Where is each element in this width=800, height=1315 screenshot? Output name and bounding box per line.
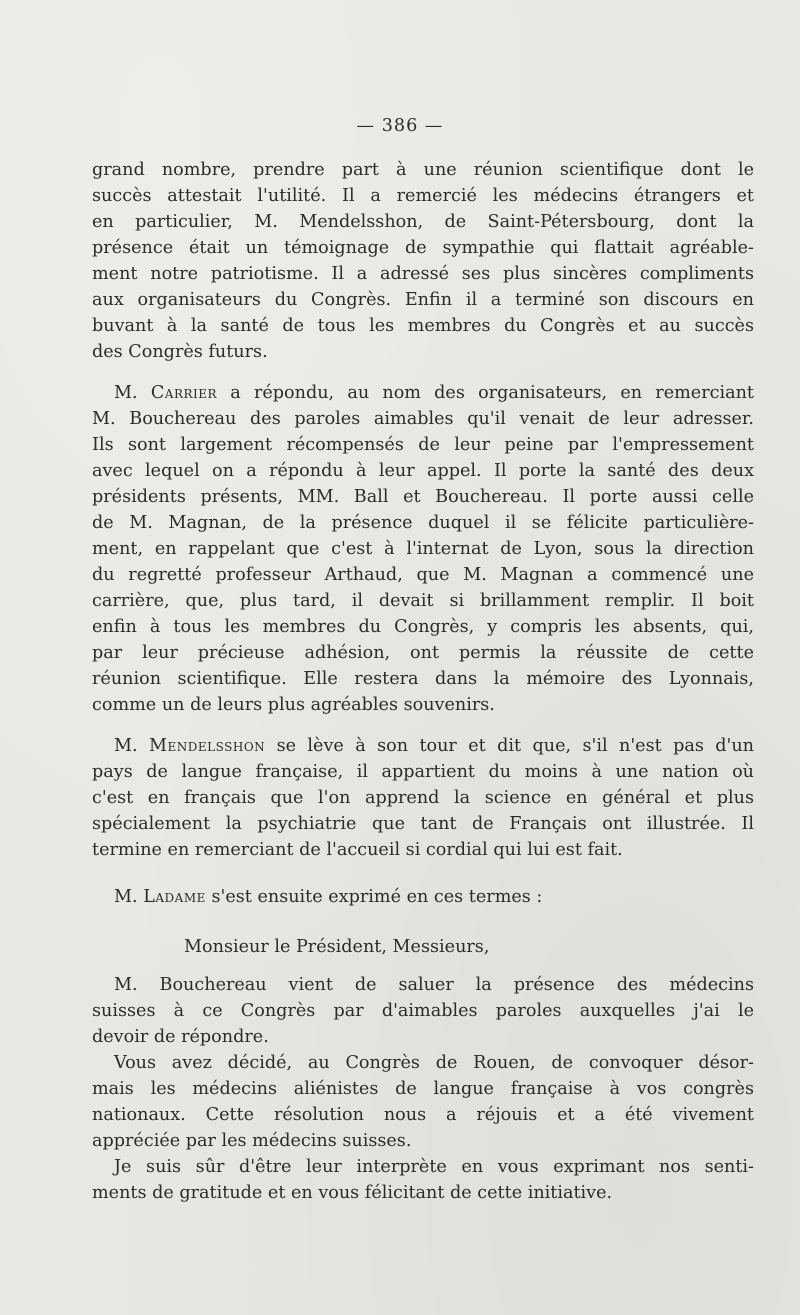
text-line: ments de gratitude et en vous félicitant de cette initiative. xyxy=(92,1183,613,1203)
text-span: se lève à son tour et dit que, s'il n'est pas d'un xyxy=(265,736,755,756)
text-line: aux organisateurs du Congrès. Enfin il a terminé son discours en xyxy=(92,290,754,310)
text-line: avec lequel on a répondu à leur appel. Il porte la santé des deux xyxy=(92,461,754,481)
text-line xyxy=(114,733,754,759)
text-line: Ils sont largement récompensés de leur peine par l'empressement xyxy=(92,435,754,455)
page-number: — 386 — xyxy=(356,116,444,136)
text-line: devoir de répondre. xyxy=(92,1027,269,1047)
text-line: spécialement la psychiatrie que tant de Français ont illustrée. Il xyxy=(92,814,754,834)
text-line xyxy=(114,884,542,910)
speaker-prefix: M. xyxy=(114,887,144,907)
text-line: enfin à tous les membres du Congrès, y compris les absents, qui, xyxy=(92,617,754,637)
text-line: buvant à la santé de tous les membres du Congrès et au succès xyxy=(92,316,754,336)
text-line: carrière, que, plus tard, il devait si brillamment remplir. Il boit xyxy=(92,591,754,611)
text-span: s'est ensuite exprimé en ces termes : xyxy=(205,887,543,907)
text-line: termine en remerciant de l'accueil si cordial qui lui est fait. xyxy=(92,840,623,860)
speaker-name: Ladame xyxy=(143,887,206,907)
text-line: mais les médecins aliénistes de langue française à vos congrès xyxy=(92,1079,754,1099)
text-line: des Congrès futurs. xyxy=(92,342,268,362)
text-line: de M. Magnan, de la présence duquel il se félicite particulière- xyxy=(92,513,754,533)
text-line: succès attestait l'utilité. Il a remercié les médecins étrangers et xyxy=(92,186,754,206)
text-line: appréciée par les médecins suisses. xyxy=(92,1131,412,1151)
text-line: Vous avez décidé, au Congrès de Rouen, de convoquer désor- xyxy=(114,1053,754,1073)
text-line: grand nombre, prendre part à une réunion scientifique dont le xyxy=(92,160,754,180)
text-line: Je suis sûr d'être leur interprète en vous exprimant nos senti- xyxy=(114,1157,754,1177)
text-line: présidents présents, MM. Ball et Bouchereau. Il porte aussi celle xyxy=(92,487,754,507)
text-line: ment, en rappelant que c'est à l'internat de Lyon, sous la direction xyxy=(92,539,754,559)
text-line: nationaux. Cette résolution nous a réjouis et a été vivement xyxy=(92,1105,754,1125)
speaker-name: Mendelsshon xyxy=(149,736,266,756)
text-line: réunion scientifique. Elle restera dans la mémoire des Lyonnais, xyxy=(92,669,754,689)
text-line: présence était un témoignage de sympathie qui flattait agréable- xyxy=(92,238,754,258)
text-line: ment notre patriotisme. Il a adressé ses plus sincères compliments xyxy=(92,264,754,284)
text-line: en particulier, M. Mendelsshon, de Saint-Pétersbourg, dont la xyxy=(92,212,754,232)
salutation: Monsieur le Président, Messieurs, xyxy=(184,937,490,957)
speaker-name: Carrier xyxy=(150,383,218,403)
text-line: pays de langue française, il appartient du moins à une nation où xyxy=(92,762,754,782)
text-line: par leur précieuse adhésion, ont permis la réussite de cette xyxy=(92,643,754,663)
text-line: M. Bouchereau vient de saluer la présence des médecins xyxy=(114,975,754,995)
text-line xyxy=(114,380,754,406)
text-span: a répondu, au nom des organisateurs, en remerciant xyxy=(217,383,754,403)
speaker-prefix: M. xyxy=(114,736,150,756)
text-line: comme un de leurs plus agréables souvenirs. xyxy=(92,695,495,715)
text-line: c'est en français que l'on apprend la science en général et plus xyxy=(92,788,754,808)
text-line: suisses à ce Congrès par d'aimables paroles auxquelles j'ai le xyxy=(92,1001,754,1021)
speaker-prefix: M. xyxy=(114,383,151,403)
text-line: du regretté professeur Arthaud, que M. Magnan a commencé une xyxy=(92,565,754,585)
text-line: M. Bouchereau des paroles aimables qu'il venait de leur adresser. xyxy=(92,409,754,429)
